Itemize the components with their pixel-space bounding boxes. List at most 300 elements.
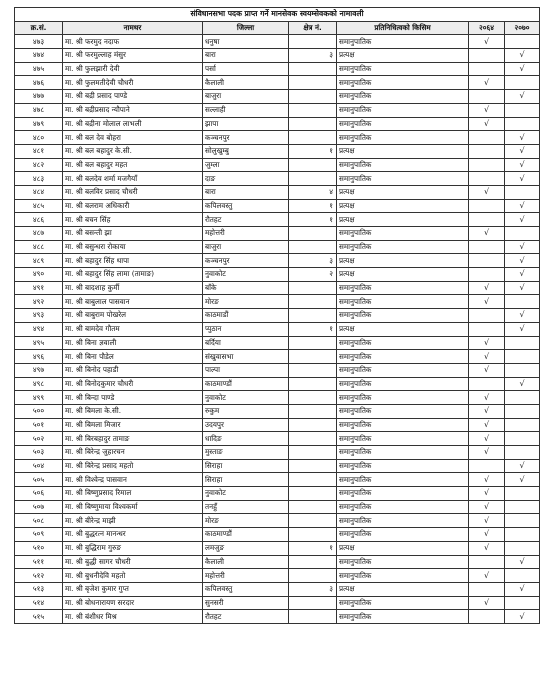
cell-representation-type: प्रत्यक्ष bbox=[337, 541, 469, 555]
cell-year-2070 bbox=[505, 295, 540, 309]
cell-year-2070 bbox=[505, 596, 540, 610]
cell-year-2064: √ bbox=[469, 35, 505, 49]
table-row bbox=[15, 158, 540, 172]
cell-sn: ५०४ bbox=[15, 459, 63, 473]
cell-year-2070 bbox=[505, 350, 540, 364]
cell-district: बाजुरा bbox=[203, 240, 289, 254]
table-row bbox=[15, 213, 540, 227]
cell-representation-type: समानुपातिक bbox=[337, 418, 469, 432]
table-row bbox=[15, 446, 540, 460]
cell-sn: ५०० bbox=[15, 404, 63, 418]
cell-representation-type: समानुपातिक bbox=[337, 62, 469, 76]
cell-sn: ४७३ bbox=[15, 35, 63, 49]
cell-district: पर्सा bbox=[203, 62, 289, 76]
cell-year-2064: √ bbox=[469, 103, 505, 117]
cell-year-2070 bbox=[505, 404, 540, 418]
cell-sn: ४८४ bbox=[15, 185, 63, 199]
cell-year-2064: √ bbox=[469, 76, 505, 90]
cell-year-2070: √ bbox=[505, 49, 540, 63]
table-row bbox=[15, 254, 540, 268]
cell-representation-type: समानुपातिक bbox=[337, 350, 469, 364]
cell-name: मा. श्री बलराम अधिकारी bbox=[63, 199, 203, 213]
cell-name: मा. श्री बिष्णुप्रसाद रिमाल bbox=[63, 487, 203, 501]
cell-year-2064: √ bbox=[469, 391, 505, 405]
cell-district: लमजुङ bbox=[203, 541, 289, 555]
cell-name: मा. श्री बिना पौडेल bbox=[63, 350, 203, 364]
cell-representation-type: समानुपातिक bbox=[337, 336, 469, 350]
cell-representation-type: समानुपातिक bbox=[337, 90, 469, 104]
cell-sn: ४८३ bbox=[15, 172, 63, 186]
cell-name: मा. श्री फरमुल्लाह मंसुर bbox=[63, 49, 203, 63]
cell-constituency: ३ bbox=[289, 254, 337, 268]
cell-year-2064 bbox=[469, 131, 505, 145]
members-table bbox=[14, 7, 540, 624]
cell-district: कपिलवस्तु bbox=[203, 582, 289, 596]
cell-sn: ४७९ bbox=[15, 117, 63, 131]
cell-constituency bbox=[289, 377, 337, 391]
cell-sn: ५११ bbox=[15, 555, 63, 569]
cell-year-2070: √ bbox=[505, 240, 540, 254]
cell-sn: ५१२ bbox=[15, 569, 63, 583]
cell-representation-type: समानुपातिक bbox=[337, 35, 469, 49]
cell-representation-type: समानुपातिक bbox=[337, 76, 469, 90]
cell-representation-type: प्रत्यक्ष bbox=[337, 254, 469, 268]
cell-district: महोत्तरी bbox=[203, 569, 289, 583]
cell-year-2064: √ bbox=[469, 281, 505, 295]
cell-name: मा. श्री बादशाह कुर्मी bbox=[63, 281, 203, 295]
cell-representation-type: समानुपातिक bbox=[337, 363, 469, 377]
cell-name: मा. श्री बिनोद पहाडी bbox=[63, 363, 203, 377]
cell-name: मा. श्री बाबुराम पोखरेल bbox=[63, 309, 203, 323]
cell-year-2064 bbox=[469, 254, 505, 268]
cell-representation-type: प्रत्यक्ष bbox=[337, 322, 469, 336]
cell-sn: ४७८ bbox=[15, 103, 63, 117]
cell-year-2070 bbox=[505, 569, 540, 583]
cell-district: कञ्चनपुर bbox=[203, 254, 289, 268]
cell-name: मा. श्री बंशीधर मिश्र bbox=[63, 610, 203, 624]
cell-representation-type: समानुपातिक bbox=[337, 432, 469, 446]
cell-year-2064: √ bbox=[469, 528, 505, 542]
cell-constituency bbox=[289, 391, 337, 405]
cell-year-2064: √ bbox=[469, 350, 505, 364]
table-row bbox=[15, 199, 540, 213]
cell-sn: ५०६ bbox=[15, 487, 63, 501]
cell-year-2070 bbox=[505, 514, 540, 528]
cell-sn: ५१३ bbox=[15, 582, 63, 596]
cell-name: मा. श्री बिरेन्द्र प्रसाद महतो bbox=[63, 459, 203, 473]
table-row bbox=[15, 268, 540, 282]
cell-constituency bbox=[289, 528, 337, 542]
cell-district: कैलाली bbox=[203, 76, 289, 90]
cell-year-2064: √ bbox=[469, 117, 505, 131]
table-row bbox=[15, 528, 540, 542]
cell-district: काठमाण्डौं bbox=[203, 377, 289, 391]
cell-constituency bbox=[289, 35, 337, 49]
cell-district: सल्लाही bbox=[203, 103, 289, 117]
cell-constituency: १ bbox=[289, 541, 337, 555]
cell-constituency bbox=[289, 131, 337, 145]
cell-representation-type: समानुपातिक bbox=[337, 528, 469, 542]
cell-district: बारा bbox=[203, 185, 289, 199]
cell-sn: ४९५ bbox=[15, 336, 63, 350]
table-row bbox=[15, 569, 540, 583]
cell-year-2064: √ bbox=[469, 541, 505, 555]
cell-year-2064 bbox=[469, 213, 505, 227]
table-row bbox=[15, 117, 540, 131]
cell-name: मा. श्री बिना ज्ञवाली bbox=[63, 336, 203, 350]
cell-sn: ५१४ bbox=[15, 596, 63, 610]
cell-constituency bbox=[289, 227, 337, 241]
cell-year-2070: √ bbox=[505, 555, 540, 569]
cell-constituency bbox=[289, 76, 337, 90]
cell-year-2070 bbox=[505, 227, 540, 241]
cell-sn: ४९० bbox=[15, 268, 63, 282]
table-row bbox=[15, 404, 540, 418]
cell-year-2070: √ bbox=[505, 377, 540, 391]
cell-representation-type: समानुपातिक bbox=[337, 514, 469, 528]
cell-year-2070 bbox=[505, 76, 540, 90]
table-row bbox=[15, 281, 540, 295]
cell-representation-type: प्रत्यक्ष bbox=[337, 582, 469, 596]
cell-district: सिराहा bbox=[203, 473, 289, 487]
cell-name: मा. श्री बसन्ती झा bbox=[63, 227, 203, 241]
cell-constituency bbox=[289, 596, 337, 610]
table-row bbox=[15, 555, 540, 569]
cell-year-2070: √ bbox=[505, 610, 540, 624]
cell-year-2064 bbox=[469, 582, 505, 596]
table-title: संविधानसभा पदक प्राप्त गर्ने मानसेवक स्वयम्सेवकको नामावली bbox=[15, 8, 540, 22]
cell-district: महोत्तरी bbox=[203, 227, 289, 241]
table-row bbox=[15, 391, 540, 405]
cell-year-2064: √ bbox=[469, 446, 505, 460]
cell-name: मा. श्री बुद्धरत्न मानन्धर bbox=[63, 528, 203, 542]
cell-year-2064 bbox=[469, 144, 505, 158]
table-row bbox=[15, 185, 540, 199]
cell-name: मा. श्री बहादुर सिंह लामा (तामाङ) bbox=[63, 268, 203, 282]
cell-year-2070: √ bbox=[505, 90, 540, 104]
cell-district: कञ्चनपुर bbox=[203, 131, 289, 145]
cell-year-2070: √ bbox=[505, 62, 540, 76]
cell-sn: ५०२ bbox=[15, 432, 63, 446]
cell-year-2064: √ bbox=[469, 418, 505, 432]
cell-name: मा. श्री फरमुद नदाफ bbox=[63, 35, 203, 49]
cell-name: मा. श्री बिष्णुमाया विश्वकर्मा bbox=[63, 500, 203, 514]
cell-constituency: ४ bbox=[289, 185, 337, 199]
cell-district: मोरङ bbox=[203, 514, 289, 528]
cell-year-2064: √ bbox=[469, 569, 505, 583]
cell-sn: ४८५ bbox=[15, 199, 63, 213]
cell-year-2070: √ bbox=[505, 254, 540, 268]
table-row bbox=[15, 295, 540, 309]
table-row bbox=[15, 144, 540, 158]
cell-year-2064 bbox=[469, 555, 505, 569]
cell-representation-type: समानुपातिक bbox=[337, 500, 469, 514]
cell-constituency: १ bbox=[289, 199, 337, 213]
cell-name: मा. श्री फुलमतीदेवी चौधरी bbox=[63, 76, 203, 90]
cell-name: मा. श्री बिरबहादुर तामाङ bbox=[63, 432, 203, 446]
cell-year-2064 bbox=[469, 172, 505, 186]
header-name: नामथर bbox=[63, 21, 203, 35]
cell-district: रौतहट bbox=[203, 213, 289, 227]
cell-year-2070: √ bbox=[505, 172, 540, 186]
cell-constituency bbox=[289, 514, 337, 528]
cell-name: मा. श्री बलविर प्रसाद चौधरी bbox=[63, 185, 203, 199]
cell-name: मा. श्री बुधनीदेवि महतो bbox=[63, 569, 203, 583]
cell-representation-type: प्रत्यक्ष bbox=[337, 268, 469, 282]
cell-representation-type: प्रत्यक्ष bbox=[337, 199, 469, 213]
table-row bbox=[15, 90, 540, 104]
cell-constituency bbox=[289, 555, 337, 569]
cell-representation-type: समानुपातिक bbox=[337, 103, 469, 117]
cell-representation-type: प्रत्यक्ष bbox=[337, 49, 469, 63]
cell-district: रौतहट bbox=[203, 610, 289, 624]
cell-year-2070 bbox=[505, 336, 540, 350]
cell-year-2064 bbox=[469, 322, 505, 336]
header-row bbox=[15, 21, 540, 35]
table-row bbox=[15, 35, 540, 49]
cell-year-2070: √ bbox=[505, 213, 540, 227]
cell-year-2070 bbox=[505, 446, 540, 460]
cell-sn: ४८२ bbox=[15, 158, 63, 172]
cell-year-2064: √ bbox=[469, 473, 505, 487]
table-row bbox=[15, 322, 540, 336]
cell-representation-type: समानुपातिक bbox=[337, 172, 469, 186]
cell-district: मोरङ bbox=[203, 295, 289, 309]
cell-sn: ४९९ bbox=[15, 391, 63, 405]
cell-name: मा. श्री बचन सिंह bbox=[63, 213, 203, 227]
cell-year-2064 bbox=[469, 62, 505, 76]
cell-year-2070 bbox=[505, 541, 540, 555]
table-row bbox=[15, 309, 540, 323]
cell-sn: ४९८ bbox=[15, 377, 63, 391]
title-row bbox=[15, 8, 540, 22]
cell-district: तनहुँ bbox=[203, 500, 289, 514]
cell-name: मा. श्री बसुन्धरा रोकाया bbox=[63, 240, 203, 254]
cell-sn: ४८७ bbox=[15, 227, 63, 241]
cell-district: काठमाण्डौं bbox=[203, 528, 289, 542]
cell-constituency bbox=[289, 172, 337, 186]
cell-sn: ४८१ bbox=[15, 144, 63, 158]
table-row bbox=[15, 49, 540, 63]
header-year-2064: २०६४ bbox=[469, 21, 505, 35]
cell-district: मुस्ताङ bbox=[203, 446, 289, 460]
document-page bbox=[14, 7, 539, 624]
cell-district: सिराहा bbox=[203, 459, 289, 473]
cell-year-2064 bbox=[469, 90, 505, 104]
cell-year-2070: √ bbox=[505, 158, 540, 172]
cell-constituency bbox=[289, 117, 337, 131]
cell-constituency bbox=[289, 418, 337, 432]
cell-year-2064: √ bbox=[469, 487, 505, 501]
cell-district: पाल्पा bbox=[203, 363, 289, 377]
cell-sn: ४७५ bbox=[15, 62, 63, 76]
cell-year-2064: √ bbox=[469, 404, 505, 418]
cell-constituency bbox=[289, 350, 337, 364]
cell-name: मा. श्री बोधनारायण सरदार bbox=[63, 596, 203, 610]
cell-sn: ४९३ bbox=[15, 309, 63, 323]
table-row bbox=[15, 596, 540, 610]
header-constituency: क्षेत्र नं. bbox=[289, 21, 337, 35]
cell-district: बाजुरा bbox=[203, 90, 289, 104]
cell-district: रुकुम bbox=[203, 404, 289, 418]
cell-district: बारा bbox=[203, 49, 289, 63]
cell-year-2070: √ bbox=[505, 582, 540, 596]
cell-district: सुनसरी bbox=[203, 596, 289, 610]
cell-year-2064 bbox=[469, 199, 505, 213]
cell-representation-type: समानुपातिक bbox=[337, 131, 469, 145]
cell-year-2064: √ bbox=[469, 514, 505, 528]
cell-name: मा. श्री बुद्धिराम गुरुङ bbox=[63, 541, 203, 555]
cell-year-2064 bbox=[469, 49, 505, 63]
cell-district: सोलुखुम्बु bbox=[203, 144, 289, 158]
cell-district: कैलाली bbox=[203, 555, 289, 569]
table-row bbox=[15, 336, 540, 350]
cell-year-2064 bbox=[469, 459, 505, 473]
cell-sn: ४८० bbox=[15, 131, 63, 145]
table-row bbox=[15, 487, 540, 501]
table-row bbox=[15, 473, 540, 487]
cell-year-2064 bbox=[469, 158, 505, 172]
cell-year-2064: √ bbox=[469, 596, 505, 610]
cell-year-2070 bbox=[505, 363, 540, 377]
cell-sn: ५०३ bbox=[15, 446, 63, 460]
cell-sn: ५०८ bbox=[15, 514, 63, 528]
cell-representation-type: समानुपातिक bbox=[337, 473, 469, 487]
cell-constituency bbox=[289, 487, 337, 501]
cell-name: मा. श्री बलदेव शर्मा मजगैयाँ bbox=[63, 172, 203, 186]
table-row bbox=[15, 62, 540, 76]
cell-sn: ४९१ bbox=[15, 281, 63, 295]
cell-representation-type: समानुपातिक bbox=[337, 117, 469, 131]
cell-name: मा. श्री फुलझारी देवी bbox=[63, 62, 203, 76]
cell-sn: ५०९ bbox=[15, 528, 63, 542]
cell-constituency bbox=[289, 336, 337, 350]
cell-constituency bbox=[289, 500, 337, 514]
cell-constituency bbox=[289, 404, 337, 418]
cell-year-2064: √ bbox=[469, 336, 505, 350]
cell-name: मा. श्री विश्वेन्द्र पासवान bbox=[63, 473, 203, 487]
cell-representation-type: समानुपातिक bbox=[337, 596, 469, 610]
table-row bbox=[15, 541, 540, 555]
table-row bbox=[15, 350, 540, 364]
cell-sn: ४९२ bbox=[15, 295, 63, 309]
cell-district: कपिलवस्तु bbox=[203, 199, 289, 213]
table-row bbox=[15, 514, 540, 528]
cell-year-2070 bbox=[505, 432, 540, 446]
cell-year-2070: √ bbox=[505, 199, 540, 213]
cell-year-2064: √ bbox=[469, 185, 505, 199]
cell-district: जुम्ला bbox=[203, 158, 289, 172]
cell-constituency: ३ bbox=[289, 582, 337, 596]
cell-district: बाँके bbox=[203, 281, 289, 295]
cell-name: मा. श्री बल देव बोहरा bbox=[63, 131, 203, 145]
cell-constituency bbox=[289, 569, 337, 583]
cell-district: दाङ bbox=[203, 172, 289, 186]
cell-name: मा. श्री बल बहादुर के.सी. bbox=[63, 144, 203, 158]
cell-representation-type: प्रत्यक्ष bbox=[337, 185, 469, 199]
cell-district: उदयपुर bbox=[203, 418, 289, 432]
header-sn: क्र.सं. bbox=[15, 21, 63, 35]
cell-district: संखुवासभा bbox=[203, 350, 289, 364]
cell-year-2064: √ bbox=[469, 432, 505, 446]
cell-constituency bbox=[289, 363, 337, 377]
cell-constituency: १ bbox=[289, 213, 337, 227]
table-row bbox=[15, 131, 540, 145]
cell-year-2070 bbox=[505, 487, 540, 501]
cell-constituency bbox=[289, 459, 337, 473]
cell-year-2070: √ bbox=[505, 459, 540, 473]
cell-name: मा. श्री बहादुर सिंह थापा bbox=[63, 254, 203, 268]
cell-sn: ४८८ bbox=[15, 240, 63, 254]
cell-representation-type: समानुपातिक bbox=[337, 555, 469, 569]
cell-year-2070 bbox=[505, 391, 540, 405]
cell-constituency bbox=[289, 295, 337, 309]
cell-constituency: २ bbox=[289, 268, 337, 282]
cell-year-2070 bbox=[505, 35, 540, 49]
table-row bbox=[15, 459, 540, 473]
cell-year-2070 bbox=[505, 185, 540, 199]
header-year-2070: २०७० bbox=[505, 21, 540, 35]
cell-name: मा. श्री बिरेन्द्र जुहारचन bbox=[63, 446, 203, 460]
cell-name: मा. श्री बिन्दा पाण्डे bbox=[63, 391, 203, 405]
table-row bbox=[15, 227, 540, 241]
cell-name: मा. श्री बामदेव गौतम bbox=[63, 322, 203, 336]
cell-name: मा. श्री बद्री प्रसाद पाण्डे bbox=[63, 90, 203, 104]
cell-representation-type: समानुपातिक bbox=[337, 281, 469, 295]
table-row bbox=[15, 418, 540, 432]
cell-sn: ४७६ bbox=[15, 76, 63, 90]
cell-constituency bbox=[289, 62, 337, 76]
cell-year-2064: √ bbox=[469, 500, 505, 514]
cell-district: काठमाडौं bbox=[203, 309, 289, 323]
cell-district: बर्दिया bbox=[203, 336, 289, 350]
cell-name: मा. श्री बिमला के.सी. bbox=[63, 404, 203, 418]
cell-year-2070 bbox=[505, 528, 540, 542]
cell-constituency bbox=[289, 103, 337, 117]
cell-name: मा. श्री बल बहादुर महत bbox=[63, 158, 203, 172]
cell-name: मा. श्री बद्रीना मोलाल लाभली bbox=[63, 117, 203, 131]
cell-representation-type: प्रत्यक्ष bbox=[337, 144, 469, 158]
cell-constituency bbox=[289, 158, 337, 172]
cell-year-2064 bbox=[469, 309, 505, 323]
cell-year-2070 bbox=[505, 500, 540, 514]
cell-name: मा. श्री बृजेश कुमार गुप्त bbox=[63, 582, 203, 596]
cell-year-2070: √ bbox=[505, 144, 540, 158]
cell-district: नुवाकोट bbox=[203, 487, 289, 501]
cell-constituency bbox=[289, 309, 337, 323]
table-row bbox=[15, 76, 540, 90]
cell-year-2064: √ bbox=[469, 227, 505, 241]
table-row bbox=[15, 377, 540, 391]
cell-constituency: १ bbox=[289, 322, 337, 336]
header-representation-type: प्रतिनिधित्वको किसिम bbox=[337, 21, 469, 35]
cell-name: मा. श्री बुद्धी सागर चौधरी bbox=[63, 555, 203, 569]
cell-district: प्युठान bbox=[203, 322, 289, 336]
cell-representation-type: समानुपातिक bbox=[337, 377, 469, 391]
cell-year-2070: √ bbox=[505, 281, 540, 295]
cell-sn: ५१५ bbox=[15, 610, 63, 624]
cell-representation-type: समानुपातिक bbox=[337, 487, 469, 501]
cell-sn: ४८९ bbox=[15, 254, 63, 268]
cell-year-2070: √ bbox=[505, 131, 540, 145]
cell-year-2064 bbox=[469, 240, 505, 254]
cell-year-2070: √ bbox=[505, 309, 540, 323]
cell-constituency bbox=[289, 90, 337, 104]
cell-district: धनुषा bbox=[203, 35, 289, 49]
cell-year-2064 bbox=[469, 268, 505, 282]
cell-year-2064: √ bbox=[469, 295, 505, 309]
table-row bbox=[15, 500, 540, 514]
